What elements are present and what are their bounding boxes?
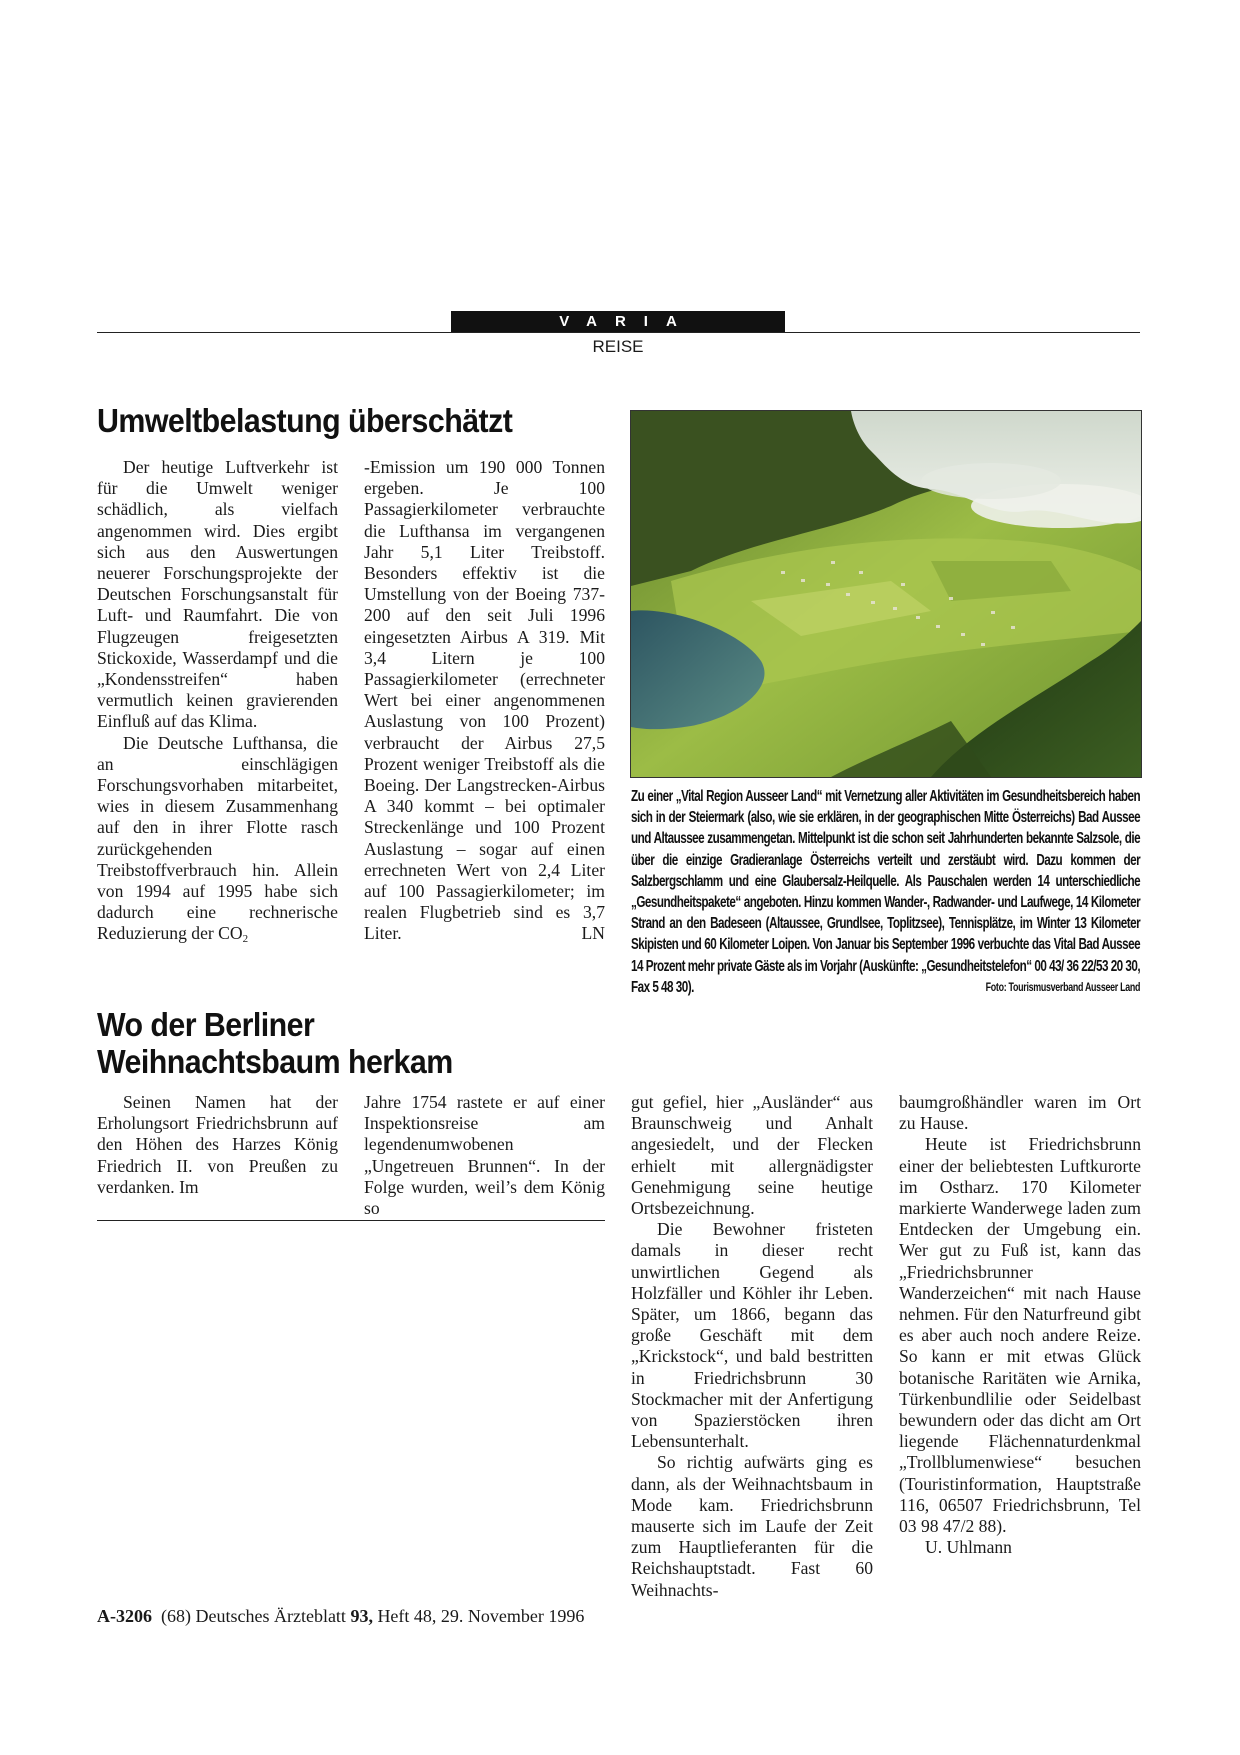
article2-column-1	[97, 1092, 338, 1198]
section-label: VARIA	[451, 311, 785, 332]
article1-column-2	[364, 457, 605, 945]
article2-paragraph: baumgroßhändler waren im Ort zu Hause.	[899, 1092, 1141, 1134]
article2-column-4	[899, 1092, 1141, 1558]
article1-paragraph	[97, 733, 338, 945]
article2-column-3	[631, 1092, 873, 1601]
article1-paragraph-text: Die Deutsche Lufthansa, die an einschlägigen Forschungsvorhaben mitarbeitet, wies in diesem Zusammenhang auf den in ihrer Flotte rasch zurückgehenden Treibstoffverbrauch hin. Allein von 1994 auf 1995 habe sich dadurch eine rechnerische Reduzierung der CO	[97, 732, 338, 944]
article1-signature: LN	[581, 923, 605, 944]
subsection-label: REISE	[592, 337, 644, 356]
page-number: A-3206	[97, 1606, 152, 1626]
article2-headline-line2: Weihnachtsbaum herkam	[97, 1043, 453, 1080]
article2-paragraph: Heute ist Friedrichsbrunn einer der beliebtesten Luftkurorte im Ostharz. 170 Kilometer markierte Wanderwege laden zum Entdecken der Umgebung ein. Wer gut zu Fuß ist, kann das „Friedrichsbrunner Wanderzeichen“ mit nach Hause nehmen. Für den Naturfreund gibt es aber auch noch andere Reize. So kann er mit etwas Glück botanische Raritäten wie Arnika, Türkenbundlilie oder Seidelbast bewundern oder das dicht am Ort liegende Flächennaturdenkmal „Trollblumenwiese“ besuchen (Touristinformation, Hauptstraße 116, 06507 Friedrichsbrunn, Tel 03 98 47/2 88).	[899, 1134, 1141, 1537]
footer-volume: 93,	[350, 1606, 373, 1626]
article1-column-1	[97, 457, 338, 945]
landscape-photo	[630, 410, 1142, 778]
article2-paragraph: Die Bewohner fristeten damals in dieser recht unwirtlichen Gegend als Holzfäller und Köhler ihr Leben. Später, um 1866, begann das große Geschäft mit dem „Krickstock“, und bald bestritten in Friedrichsbrunn 30 Stockmacher mit der Anfertigung von Spazierstöcken ihren Lebensunterhalt.	[631, 1219, 873, 1452]
article2-headline-line1: Wo der Berliner	[97, 1006, 315, 1043]
article2-paragraph: So richtig aufwärts ging es dann, als der Weihnachtsbaum in Mode kam. Friedrichsbrunn mauserte sich im Laufe der Zeit zum Hauptlieferanten für die Reichshauptstadt. Fast 60 Weihnachts-	[631, 1452, 873, 1600]
article1-headline: Umweltbelastung überschätzt	[97, 402, 513, 439]
landscape-photo-illustration	[631, 411, 1141, 777]
article2-signature: U. Uhlmann	[925, 1537, 1012, 1558]
article1-paragraph	[364, 457, 605, 945]
page-footer	[97, 1605, 584, 1627]
photo-credit: Foto: Tourismusverband Ausseer Land	[985, 979, 1141, 994]
column-rule	[97, 1220, 605, 1221]
co2-subscript: 2	[242, 933, 249, 946]
photo-caption	[631, 786, 1140, 998]
article1-paragraph-text: -Emission um 190 000 Tonnen ergeben. Je 100 Passagierkilometer verbrauchte die Lufthansa im vergangenen Jahr 5,1 Liter Treibstoff. Besonders effektiv ist die Umstellung von der Boeing 737-200 auf den seit Juli 1996 eingesetzten Airbus A 319. Mit 3,4 Litern je 100 Passagierkilometer (errechneter Wert bei einer angenommenen Auslastung von 100 Prozent) verbraucht der Airbus 27,5 Prozent weniger Treibstoff als die Boeing. Der Langstrecken-Airbus A 340 kommt – bei optimaler Streckenlänge und 100 Prozent Auslastung – sogar auf einen errechneten Wert von 2,4 Liter auf 100 Passagierkilometer; im realen Flugbetrieb sind es 3,7 Liter.	[364, 457, 605, 944]
footer-journal: (68) Deutsches Ärzteblatt	[161, 1606, 346, 1626]
photo-caption-text: Zu einer „Vital Region Ausseer Land“ mit Vernetzung aller Aktivitäten im Gesundheitsbereich haben sich in der Steiermark (also, wie sie erklären, in der geographischen Mitte Österreichs) Bad Aussee und Altaussee zusammengetan. Mittelpunkt ist die schon seit Jahrhunderten bekannte Salzsole, die über die einzige Gradieranlage Österreichs verteilt und zerstäubt wird. Dazu kommen der Salzbergschlamm und eine Glaubersalz-Heilquelle. Als Pauschalen werden 14 unterschiedliche „Gesundheitspakete“ angeboten. Hinzu kommen Wander-, Radwander- und Laufwege, 14 Kilometer Strand an den Badeseen (Altaussee, Grundlsee, Toplitzsee), Tennisplätze, im Winter 13 Kilometer Skipisten und 60 Kilometer Loipen. Von Januar bis September 1996 verbuchte das Vital Bad Aussee 14 Prozent mehr private Gäste als im Vorjahr (Auskünfte: „Gesundheitstelefon“ 00 43/ 36 22/53 20 30, Fax 5 48 30).	[631, 788, 1141, 996]
footer-issue: Heft 48, 29. November 1996	[377, 1606, 585, 1626]
article2-headline	[97, 1006, 612, 1080]
article2-column-2	[364, 1092, 605, 1219]
article2-paragraph: gut gefiel, hier „Ausländer“ aus Braunschweig und Anhalt angesiedelt, und der Flecken erhielt mit allergnädigster Genehmigung seine heutige Ortsbezeichnung.	[631, 1092, 873, 1219]
article1-paragraph: Der heutige Luftverkehr ist für die Umwelt weniger schädlich, als vielfach angenommen wird. Dies ergibt sich aus den Auswertungen neuerer Forschungsprojekte der Deutschen Forschungsanstalt für Luft- und Raumfahrt. Die von Flugzeugen freigesetzten Stickoxide, Wasserdampf und die „Kondensstreifen“ haben vermutlich keinen gravierenden Einfluß auf das Klima.	[97, 457, 338, 732]
article2-paragraph: Jahre 1754 rastete er auf einer Inspektionsreise am legendenumwobenen „Ungetreuen Brunnen“. In der Folge wurden, weil’s dem König so	[364, 1092, 605, 1219]
article2-paragraph: Seinen Namen hat der Erholungsort Friedrichsbrunn auf den Höhen des Harzes König Friedrich II. von Preußen zu verdanken. Im	[97, 1092, 338, 1197]
header-rule	[97, 332, 1140, 333]
